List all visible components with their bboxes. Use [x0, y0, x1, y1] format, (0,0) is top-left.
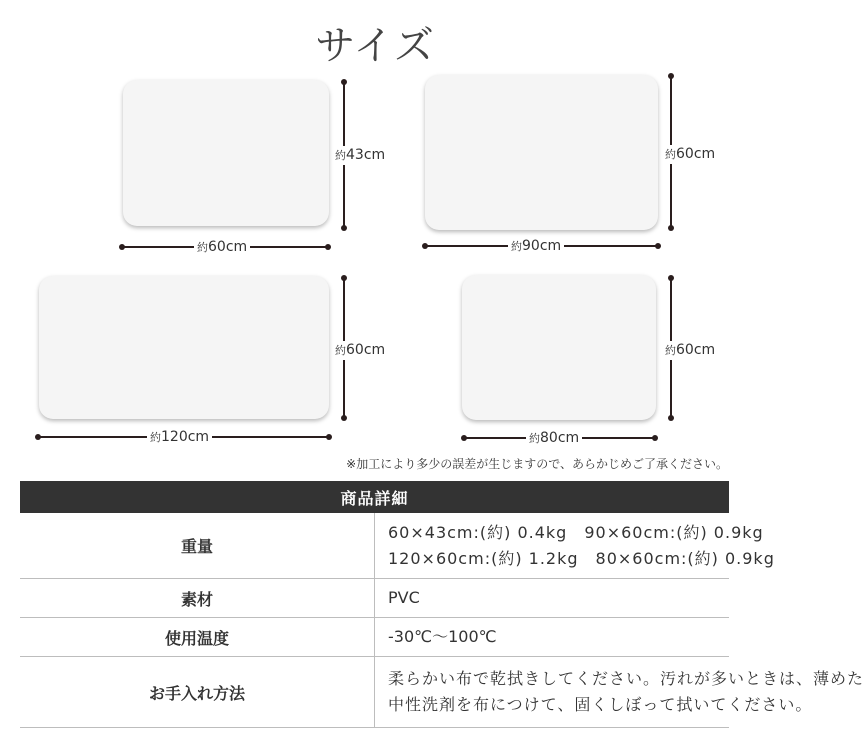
line-end [668, 225, 674, 231]
row-value-material [375, 579, 730, 618]
care-line: 柔らかい布で乾拭きしてください。汚れが多いときは、薄めた [388, 669, 864, 688]
row-value-temperature [375, 618, 730, 657]
temperature-value: -30℃〜100℃ [388, 627, 497, 646]
width-label: 約60cm [194, 238, 250, 257]
line-end [326, 434, 332, 440]
width-label: 約120cm [147, 428, 212, 447]
line-end [461, 435, 467, 441]
mat-90x60 [425, 75, 658, 230]
height-label: 約60cm [335, 342, 386, 358]
page-title: サイズ [315, 23, 435, 69]
table-row [20, 618, 729, 657]
width-label: 約90cm [508, 237, 564, 256]
line-end [119, 244, 125, 250]
height-label: 約60cm [665, 146, 716, 162]
line-end [655, 243, 661, 249]
table-row [20, 513, 729, 579]
table-header: 商品詳細 [20, 481, 729, 513]
line-end [668, 275, 674, 281]
row-value-care [375, 657, 864, 728]
table-row [20, 579, 729, 618]
material-value: PVC [388, 588, 420, 607]
tolerance-note: ※加工により多少の誤差が生じますので、あらかじめご了承ください。 [346, 457, 728, 471]
line-end [325, 244, 331, 250]
line-end [341, 225, 347, 231]
weight-line: 120×60cm:(約) 1.2kg 80×60cm:(約) 0.9kg [388, 548, 775, 568]
table-row [20, 657, 729, 728]
line-end [652, 435, 658, 441]
row-label-care: お手入れ方法 [20, 657, 375, 728]
mat-120x60 [39, 276, 329, 419]
line-end [668, 415, 674, 421]
line-end [341, 415, 347, 421]
row-label-temperature: 使用温度 [20, 618, 375, 657]
mat-80x60 [462, 275, 656, 420]
row-value-weight [375, 513, 775, 579]
care-line: 中性洗剤を布につけて、固くしぼって拭いてください。 [388, 695, 813, 714]
line-end [341, 275, 347, 281]
line-end [341, 79, 347, 85]
product-details-table [20, 481, 864, 728]
width-label: 約80cm [526, 429, 582, 448]
mat-60x43 [123, 80, 329, 226]
weight-line: 60×43cm:(約) 0.4kg 90×60cm:(約) 0.9kg [388, 522, 764, 542]
row-label-material: 素材 [20, 579, 375, 618]
line-end [668, 73, 674, 79]
line-end [422, 243, 428, 249]
line-end [35, 434, 41, 440]
row-label-weight: 重量 [20, 513, 375, 579]
height-label: 約60cm [665, 342, 716, 358]
height-label: 約43cm [335, 147, 386, 163]
